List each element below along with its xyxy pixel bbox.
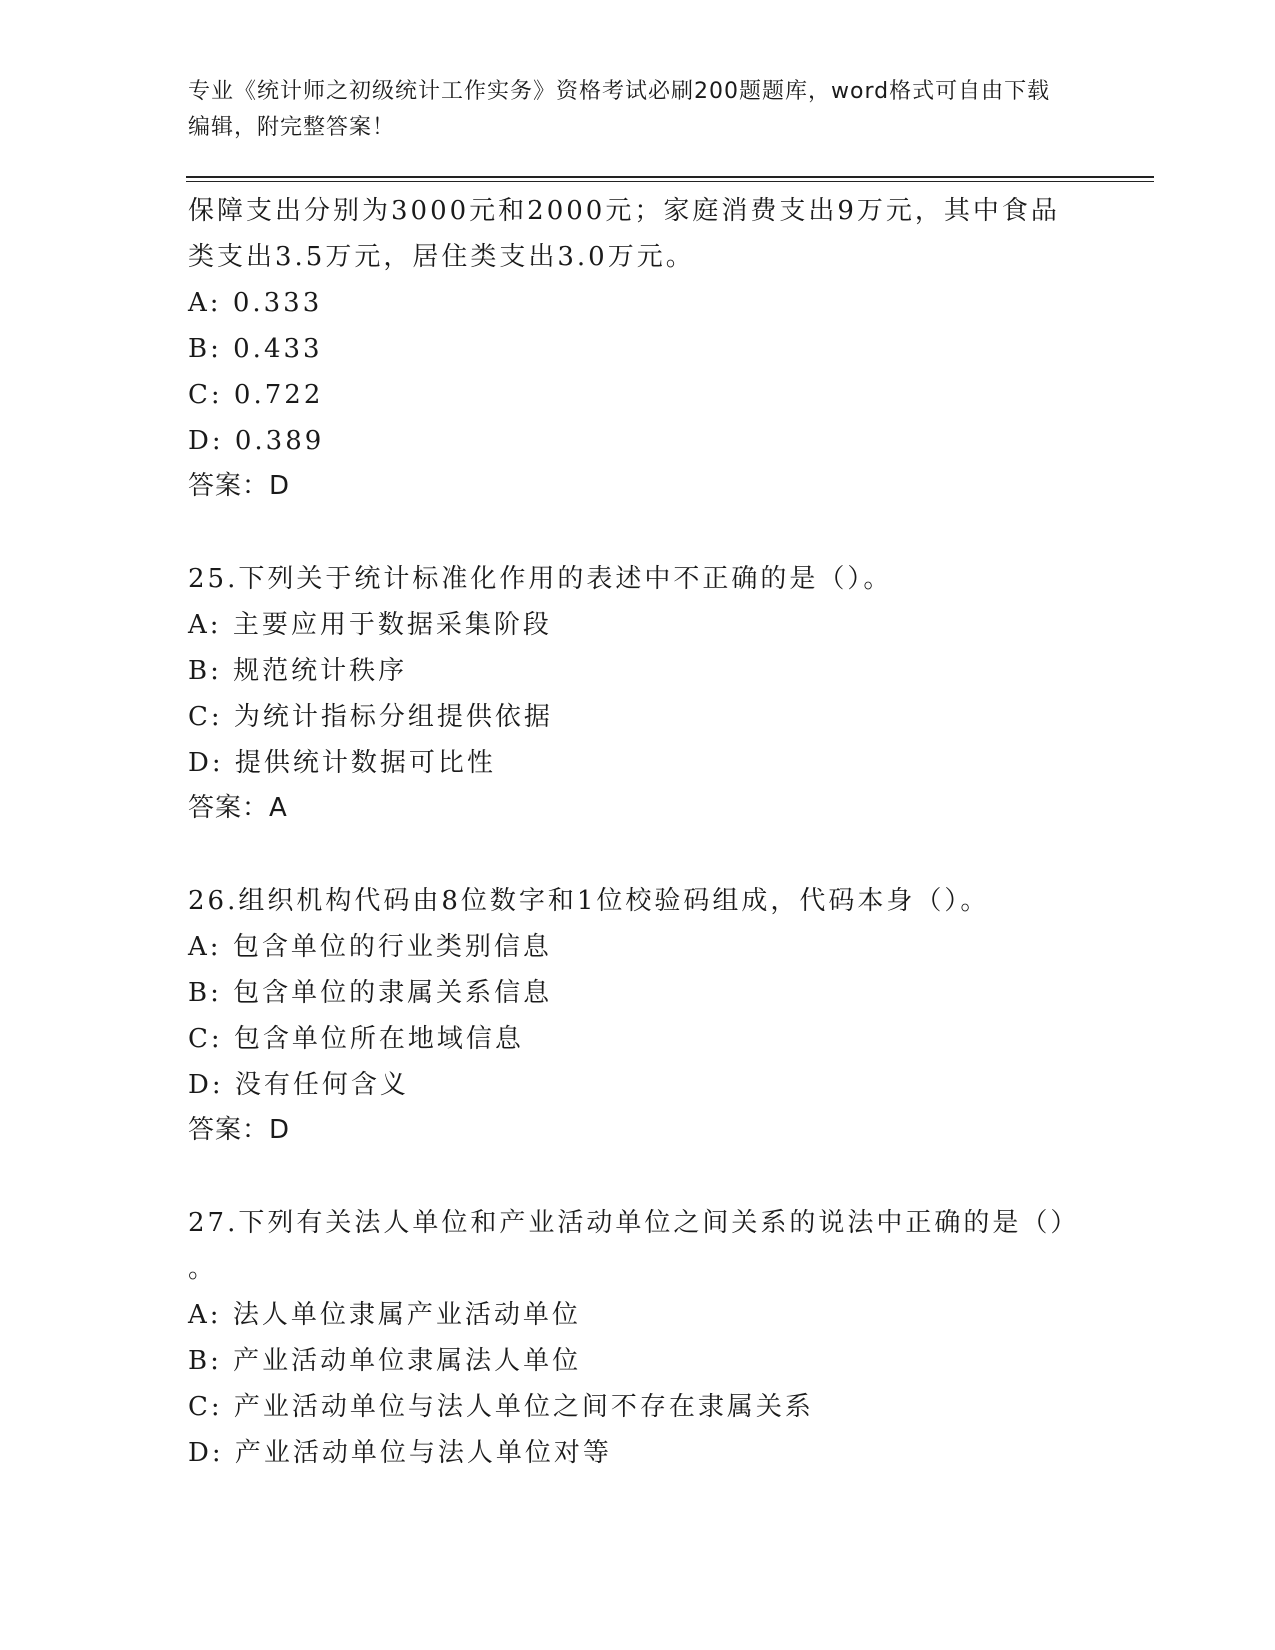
option-text: 0.433 <box>233 334 323 364</box>
question-continued <box>188 188 1068 508</box>
option-a <box>188 924 1068 970</box>
option-label: B: <box>188 334 222 364</box>
option-b <box>188 326 1068 372</box>
option-label: D: <box>188 1438 224 1468</box>
option-text: 法人单位隶属产业活动单位 <box>232 1300 581 1330</box>
option-d <box>188 1062 1068 1108</box>
option-label: D: <box>188 426 224 456</box>
answer-line: 答案：D <box>188 1115 291 1145</box>
option-text: 包含单位的隶属关系信息 <box>233 978 553 1008</box>
option-text: 为统计指标分组提供依据 <box>233 702 553 732</box>
option-label: D: <box>188 1070 224 1100</box>
spacer <box>188 508 1068 556</box>
option-text: 0.389 <box>234 426 325 456</box>
option-label: A: <box>188 932 222 962</box>
option-text: 规范统计秩序 <box>233 656 408 686</box>
option-label: A: <box>188 288 222 318</box>
question-title: 25.下列关于统计标准化作用的表述中不正确的是（）。 <box>188 564 893 594</box>
option-c <box>188 694 1068 740</box>
option-text: 0.333 <box>232 288 323 318</box>
page-header <box>188 74 1068 146</box>
option-b <box>188 970 1068 1016</box>
option-label: C: <box>188 1024 223 1054</box>
header-rule-thin <box>186 181 1154 182</box>
option-text: 0.722 <box>233 380 324 410</box>
header-title: 专业《统计师之初级统计工作实务》资格考试必刷200题题库，word格式可自由下载编辑，附完整答案！ <box>188 79 1051 140</box>
option-b <box>188 648 1068 694</box>
option-text: 包含单位的行业类别信息 <box>232 932 552 962</box>
spacer <box>188 830 1068 878</box>
option-d <box>188 1430 1068 1476</box>
question-title: 27.下列有关法人单位和产业活动单位之间关系的说法中正确的是（） <box>188 1208 1080 1238</box>
option-label: C: <box>188 702 223 732</box>
option-text: 没有任何含义 <box>234 1070 409 1100</box>
option-label: A: <box>188 610 222 640</box>
spacer <box>188 1152 1068 1200</box>
question-list <box>188 188 1080 1476</box>
option-text: 产业活动单位隶属法人单位 <box>233 1346 582 1376</box>
answer-line: 答案：D <box>188 471 291 501</box>
question-26 <box>188 878 1068 1152</box>
option-text: 包含单位所在地域信息 <box>233 1024 524 1054</box>
question-title-cont: 。 <box>188 1254 218 1284</box>
question-title: 26.组织机构代码由8位数字和1位校验码组成，代码本身（）。 <box>188 886 990 916</box>
option-text: 产业活动单位与法人单位之间不存在隶属关系 <box>233 1392 814 1422</box>
option-a <box>188 602 1068 648</box>
header-rule-thick <box>186 176 1154 178</box>
option-a <box>188 1292 1068 1338</box>
option-b <box>188 1338 1068 1384</box>
option-a <box>188 280 1068 326</box>
option-text: 产业活动单位与法人单位对等 <box>234 1438 612 1468</box>
option-text: 主要应用于数据采集阶段 <box>232 610 552 640</box>
option-text: 提供统计数据可比性 <box>234 748 496 778</box>
option-c <box>188 1384 1068 1430</box>
question-text-line: 类支出3.5万元，居住类支出3.0万元。 <box>188 242 695 272</box>
question-27 <box>188 1200 1080 1476</box>
question-text-line: 保障支出分别为3000元和2000元；家庭消费支出9万元，其中食品 <box>188 196 1060 226</box>
option-label: A: <box>188 1300 222 1330</box>
question-25 <box>188 556 1068 830</box>
option-label: B: <box>188 1346 222 1376</box>
option-label: B: <box>188 978 222 1008</box>
option-d <box>188 418 1068 464</box>
option-d <box>188 740 1068 786</box>
option-label: B: <box>188 656 222 686</box>
option-c <box>188 372 1068 418</box>
option-c <box>188 1016 1068 1062</box>
option-label: D: <box>188 748 224 778</box>
answer-line: 答案：A <box>188 793 288 823</box>
option-label: C: <box>188 1392 223 1422</box>
option-label: C: <box>188 380 223 410</box>
